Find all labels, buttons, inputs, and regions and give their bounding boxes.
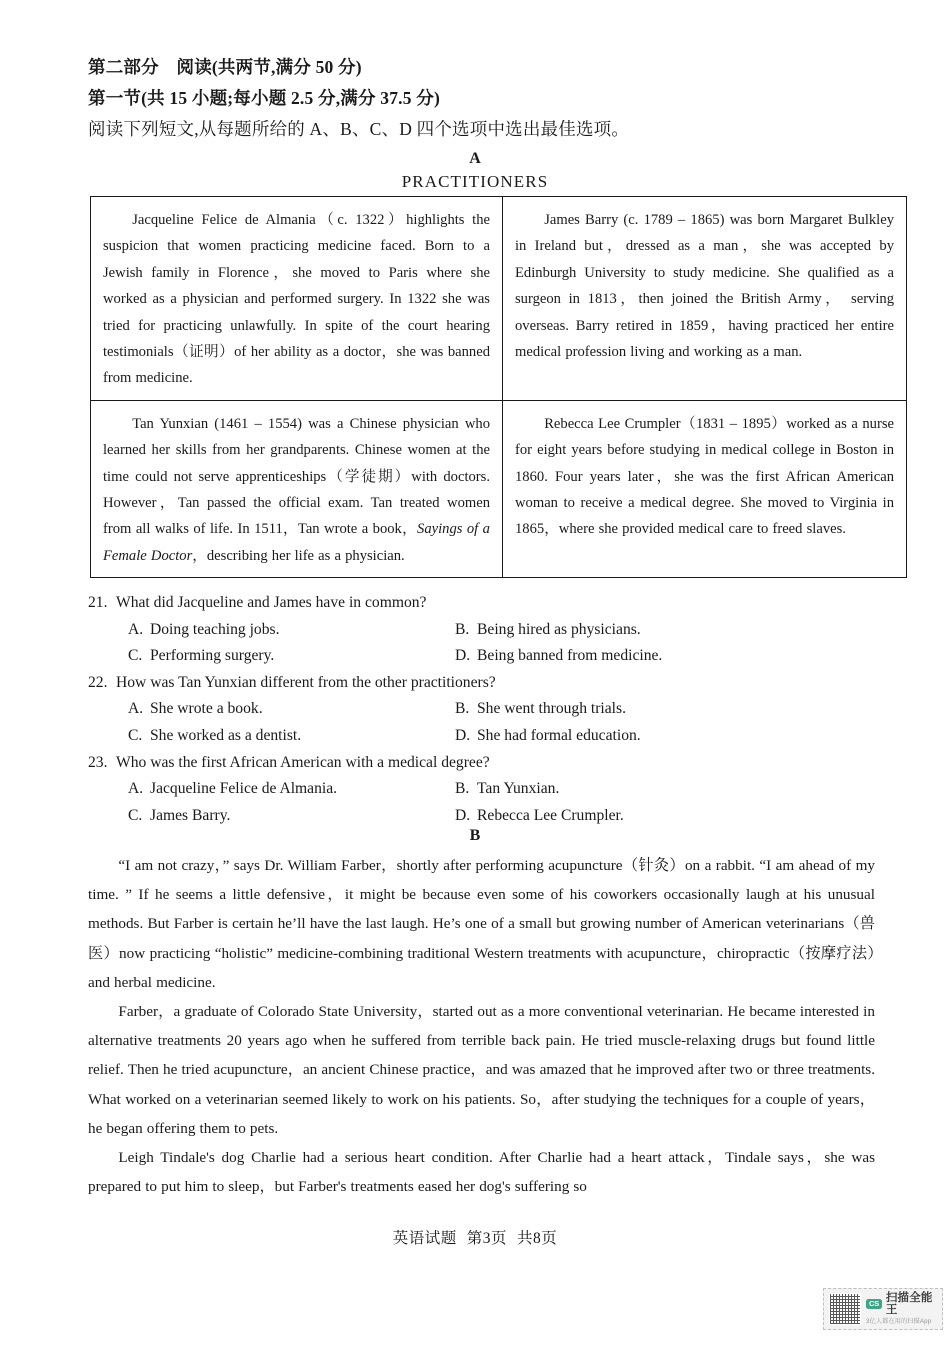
option-letter: C. (128, 806, 143, 824)
passage-b-heading (0, 825, 950, 847)
watermark-subtitle: 3亿人都在用的扫描App (866, 1318, 932, 1326)
watermark-text (866, 1292, 937, 1326)
option-letter: B. (455, 780, 470, 798)
practitioners-table (90, 196, 907, 578)
camscanner-watermark (823, 1288, 943, 1330)
option-letter: C. (128, 726, 143, 744)
passage-b-paragraph-3: Leigh Tindale's dog Charlie had a serious heart condition. After Charlie had a heart attack，Tindale says，she was prepared to put him to sleep，but Farber's treatments eased her dog's suffering so (88, 1149, 875, 1196)
question-23-option-b[interactable] (455, 776, 559, 803)
question-22-number: 22. (88, 673, 108, 691)
table-cell-james (503, 197, 907, 401)
option-text: Rebecca Lee Crumpler. (477, 806, 624, 824)
qr-code-icon (829, 1293, 861, 1325)
option-letter: D. (455, 647, 471, 665)
tan-bio-part2: ，describing her life as a physician. (192, 547, 405, 564)
option-text: Doing teaching jobs. (150, 620, 280, 638)
question-21 (88, 590, 878, 670)
passage-a-title: PRACTITIONERS (401, 172, 549, 191)
question-22 (88, 670, 878, 750)
question-22-options-row-1 (88, 696, 878, 723)
footer-total-pages: 共8页 (517, 1230, 558, 1247)
question-21-number: 21. (88, 594, 108, 611)
question-23-options-row-1 (88, 776, 878, 803)
option-letter: D. (455, 726, 471, 744)
questions-list (88, 590, 878, 829)
question-23-number: 23. (88, 753, 108, 771)
option-text: James Barry. (150, 806, 231, 824)
question-22-stem-row (88, 670, 878, 697)
table-cell-jacqueline (91, 197, 503, 401)
passage-b-body (88, 851, 875, 1201)
option-letter: B. (455, 620, 470, 638)
tan-bio-part1: Tan Yunxian (1461 – 1554) was a Chinese physician who learned her skills from her grandparents. Chinese women at the time could not serve apprenticeships（学徒期）with doctors. However，Tan passed the official exam. Tan treated women from all walks of life. In 1511，Tan wrote a book， (103, 415, 490, 538)
question-21-option-d[interactable] (455, 643, 662, 670)
passage-b-paragraph-2: Farber，a graduate of Colorado State University，started out as a more conventional veterinarian. He became interested in alternative treatments 20 years ago when he suffered from terrible back pain. He tried muscle-relaxing drugs but found little relief. Then he tried acupuncture，an ancient Chinese practice，and was amazed that he improved after two or three treatments. What worked on a veterinarian seemed likely to work on his patients. So，after studying the techniques for a couple of years，he began offering them to pets. (88, 1003, 875, 1137)
instructions-block (88, 52, 868, 145)
option-letter: D. (455, 806, 471, 824)
reading-directions: 阅读下列短文,从每题所给的 A、B、C、D 四个选项中选出最佳选项。 (88, 119, 630, 139)
question-22-option-b[interactable] (455, 696, 626, 723)
option-text: Being hired as physicians. (477, 620, 641, 638)
option-text: Jacqueline Felice de Almania. (150, 780, 338, 798)
option-letter: A. (128, 780, 144, 798)
table-row (91, 197, 907, 401)
option-text: Being banned from medicine. (477, 647, 663, 665)
option-letter: B. (455, 700, 470, 718)
watermark-title-row (866, 1292, 937, 1316)
table-cell-rebecca (503, 400, 907, 577)
tan-bio (103, 411, 490, 569)
option-text: Performing surgery. (150, 647, 275, 665)
option-text: She went through trials. (477, 700, 626, 718)
option-text: She had formal education. (477, 726, 641, 744)
question-23-stem: Who was the first African American with a medical degree? (116, 753, 490, 771)
question-22-option-d[interactable] (455, 723, 641, 750)
question-23 (88, 750, 878, 830)
option-letter: A. (128, 620, 144, 638)
question-22-options-row-2 (88, 723, 878, 750)
table-row (91, 400, 907, 577)
rebecca-bio: Rebecca Lee Crumpler（1831 – 1895）worked as a nurse for eight years before studying in medical college in Boston in 1860. Four years later，she was the first African American woman to receive a medical degree. She moved to Virginia in 1865，where she provided medical care to freed slaves. (515, 415, 894, 538)
page-footer (0, 1226, 950, 1248)
option-text: She worked as a dentist. (150, 726, 302, 744)
section-one-heading: 第一节(共 15 小题;每小题 2.5 分,满分 37.5 分) (88, 88, 441, 108)
passage-a-letter: A (469, 150, 481, 167)
question-21-option-a[interactable] (128, 617, 280, 644)
question-21-option-c[interactable] (128, 643, 274, 670)
footer-page-number: 第3页 (466, 1230, 507, 1247)
part-two-heading: 第二部分 阅读(共两节,满分 50 分) (88, 57, 362, 77)
question-21-option-b[interactable] (455, 617, 641, 644)
option-text: Tan Yunxian. (477, 780, 560, 798)
question-23-option-a[interactable] (128, 776, 337, 803)
question-21-options-row-1 (88, 617, 878, 644)
question-23-stem-row (88, 750, 878, 777)
question-22-option-c[interactable] (128, 723, 301, 750)
passage-a-heading (0, 148, 950, 194)
question-21-options-row-2 (88, 643, 878, 670)
option-text: She wrote a book. (150, 700, 263, 718)
passage-b-paragraph-1: “I am not crazy，” says Dr. William Farber，shortly after performing acupuncture（针灸）on a rabbit. “I am ahead of my time. ” If he seems a little defensive，it might be because even some of his coworkers occasionally laugh at his unusual methods. But Farber is certain he’ll have the last laugh. He’s one of a small but growing number of American veterinarians（兽医）now practicing “holistic” medicine-combining traditional Western treatments with acupuncture，chiropractic（按摩疗法）and herbal medicine. (88, 857, 875, 991)
tan-book-title: Sayings of a Female Doctor (103, 521, 490, 564)
james-bio: James Barry (c. 1789 – 1865) was born Margaret Bulkley in Ireland but，dressed as a man，she was accepted by Edinburgh University to study medicine. She qualified as a surgeon in 1813，then joined the British Army， serving overseas. Barry retired in 1859，having practiced her entire medical profession living and working as a man. (515, 212, 894, 361)
option-letter: A. (128, 700, 144, 718)
question-22-option-a[interactable] (128, 696, 263, 723)
option-letter: C. (128, 647, 143, 665)
footer-subject: 英语试题 (392, 1230, 457, 1247)
question-22-stem: How was Tan Yunxian different from the other practitioners? (116, 673, 496, 691)
table-cell-tan (91, 400, 503, 577)
jacqueline-bio: Jacqueline Felice de Almania（c. 1322）highlights the suspicion that women practicing medicine faced. Born to a Jewish family in Florence，she moved to Paris where she worked as a physician and performed surgery. In 1322 she was tried for practicing unlawfully. In spite of the court hearing testimonials（证明）of her ability as a doctor，she was banned from medicine. (103, 212, 490, 387)
question-21-stem-row (88, 590, 878, 617)
passage-b-letter: B (469, 827, 481, 844)
question-21-stem: What did Jacqueline and James have in common? (116, 594, 427, 611)
watermark-app-name: 扫描全能王 (885, 1292, 933, 1317)
camscanner-logo-icon: CS (866, 1299, 882, 1309)
